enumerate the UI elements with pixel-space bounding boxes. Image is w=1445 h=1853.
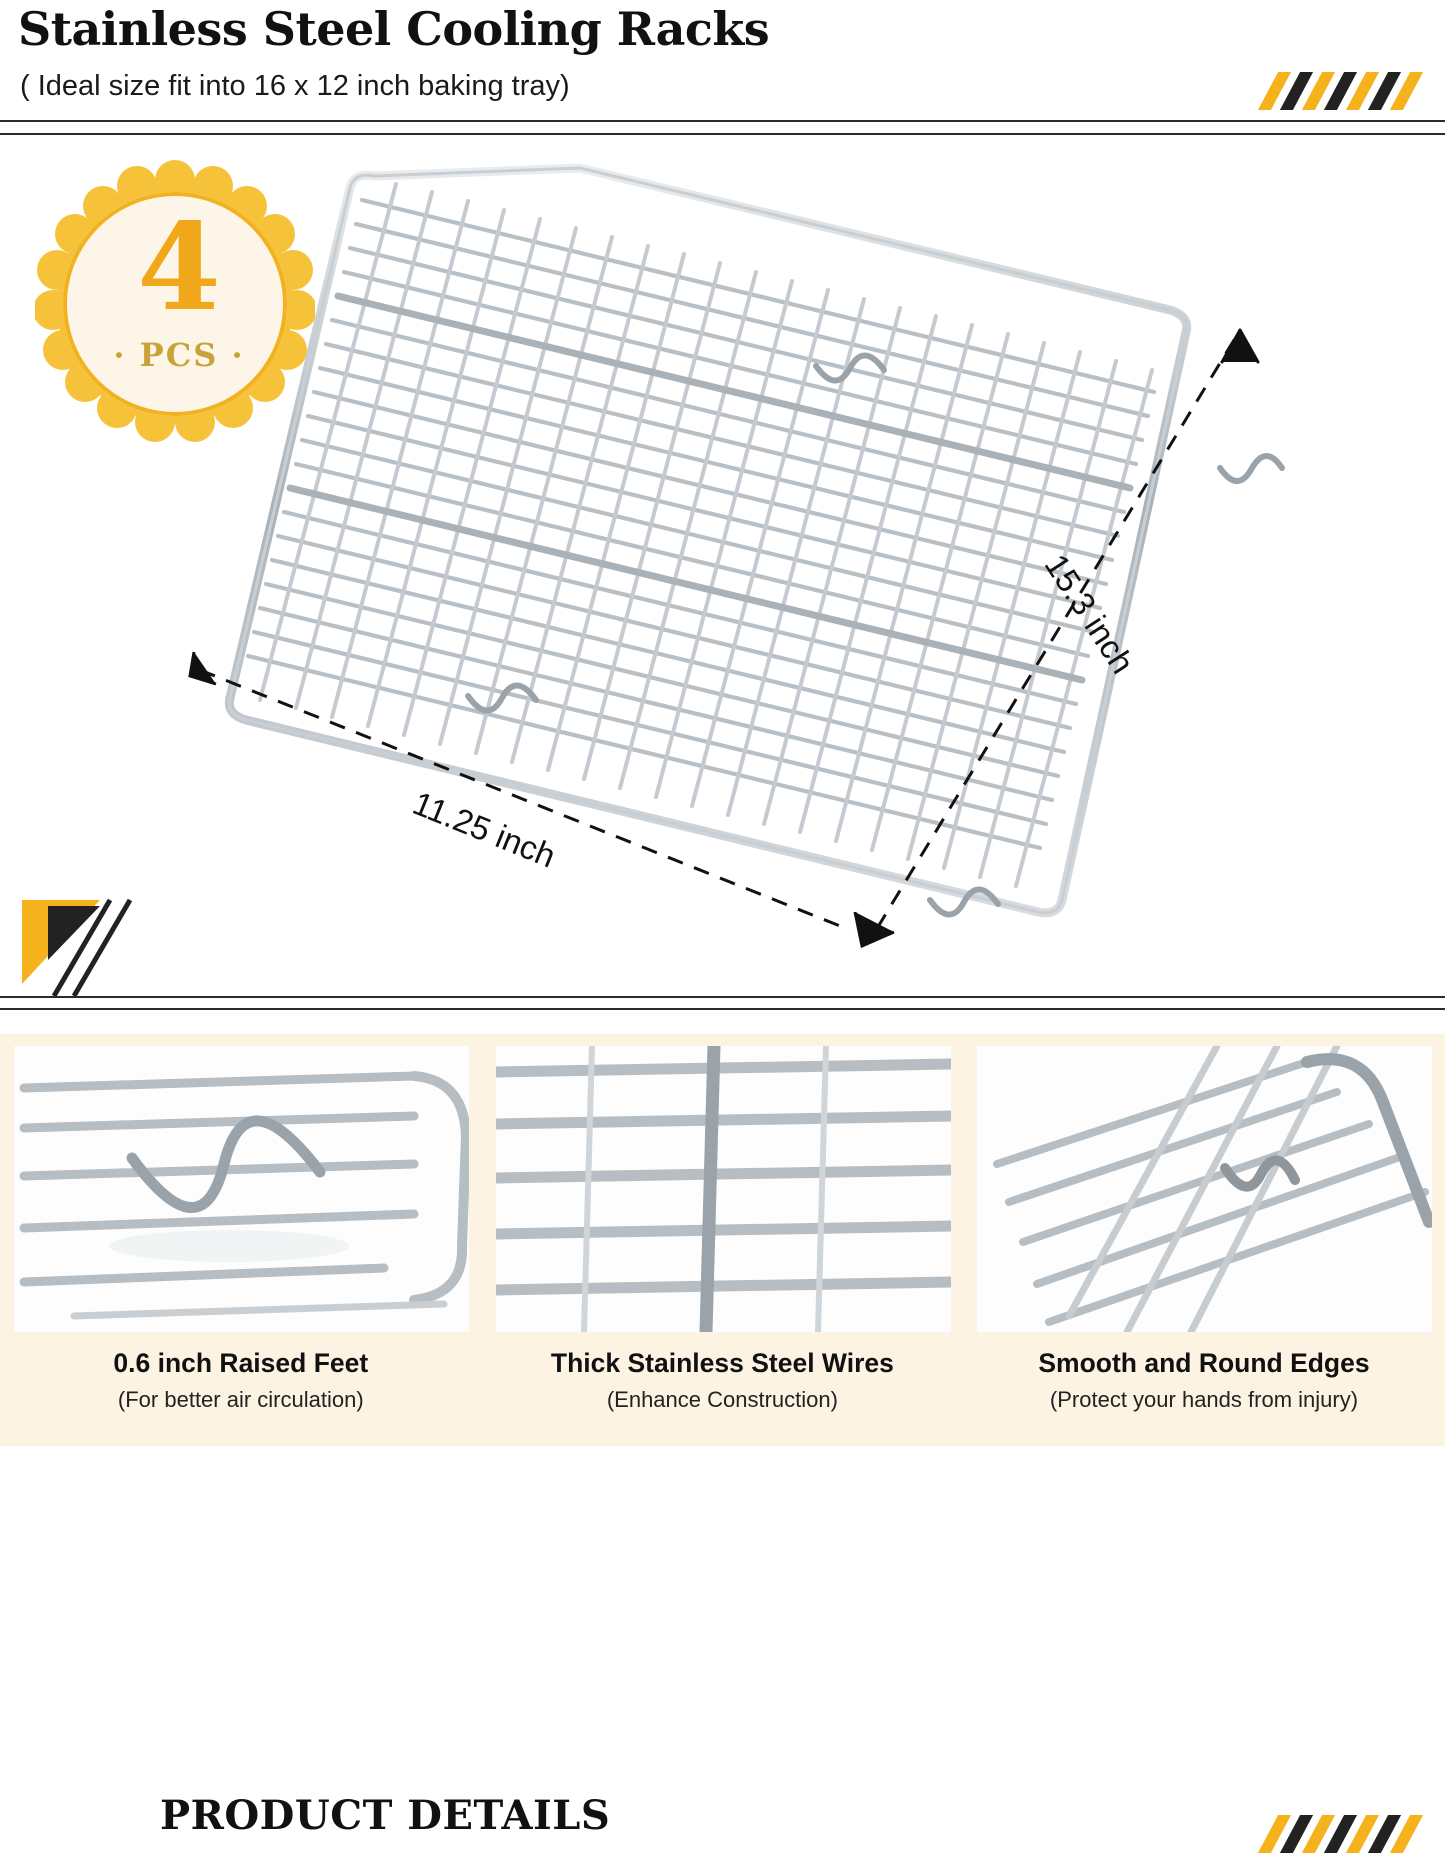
feature-subtitle: (Enhance Construction) [606,1387,838,1412]
thick-wires-closeup [496,1046,951,1332]
feature-card [482,1034,964,1446]
feature-card [0,1034,482,1446]
feature-subtitle: (For better air circulation) [117,1387,364,1412]
header-divider-bottom [0,133,1445,135]
section-title: PRODUCT DETAILS [160,1792,611,1839]
feature-title: 0.6 inch Raised Feet [113,1348,369,1378]
details-stripes-decoration [1268,1815,1413,1853]
cooling-rack-illustration [150,140,1310,960]
dimension-long-label: 15.3 inch [1037,547,1142,680]
header-stripes-decoration [1268,72,1413,110]
dimension-short-label: 11.25 inch [407,784,561,875]
feature-title: Smooth and Round Edges [1038,1348,1370,1378]
hero-product-image [150,140,1310,960]
corner-arrow-decoration [14,888,174,1018]
page-subtitle: ( Ideal size fit into 16 x 12 inch baking tray) [20,70,570,102]
feature-title: Thick Stainless Steel Wires [550,1348,894,1378]
page-title: Stainless Steel Cooling Racks [18,2,770,56]
header [0,0,1445,128]
details-divider-bottom [0,1008,1445,1010]
feature-subtitle: (Protect your hands from injury) [1049,1387,1359,1412]
feature-card [963,1034,1445,1446]
feature-cards [0,1034,1445,1446]
round-edges-closeup [977,1046,1432,1332]
badge-unit: · PCS · [113,336,245,374]
raised-feet-closeup [14,1046,469,1332]
header-divider-top [0,120,1445,122]
badge-count: 4 [137,197,221,338]
details-divider-top [0,996,1445,998]
